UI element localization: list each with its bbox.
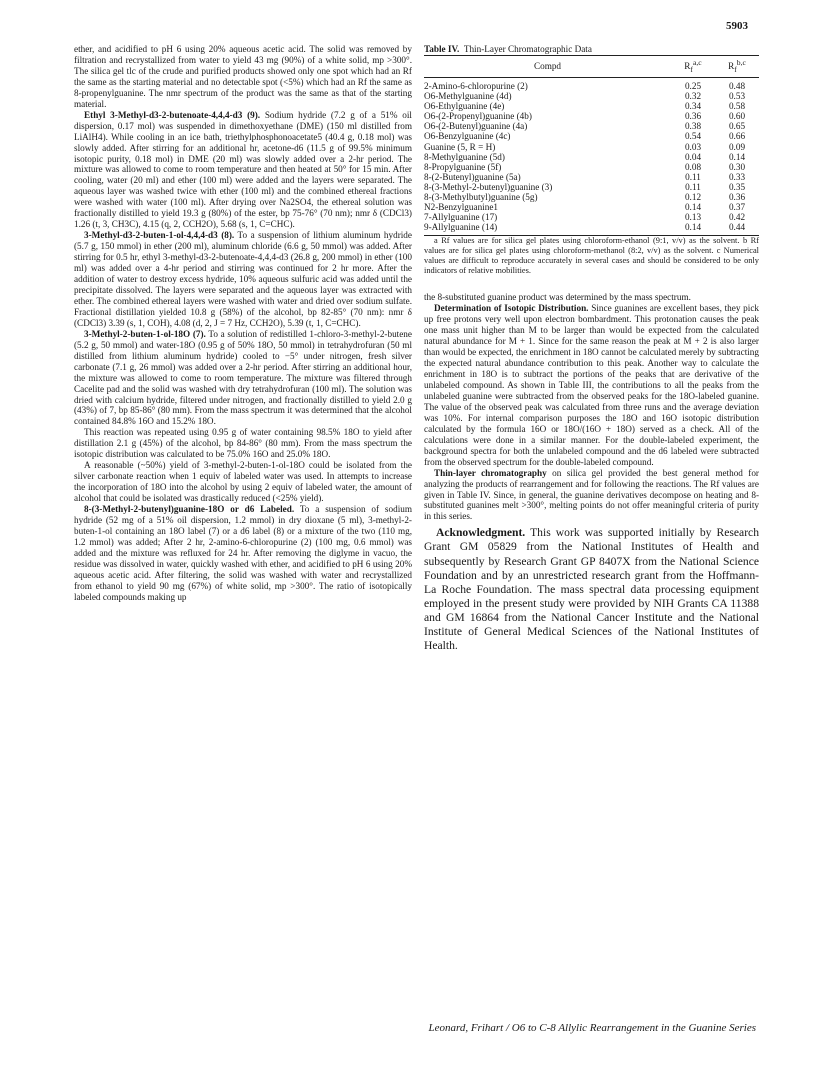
running-footer: Leonard, Frihart / O6 to C-8 Allylic Rearrangement in the Guanine Series (428, 1022, 756, 1034)
rf-a-cell: 0.12 (684, 191, 702, 202)
table-row (424, 142, 759, 152)
paragraph-body: ether, and acidified to pH 6 using 20% aqueous acetic acid. The solid was removed by filtration and recrystallized from water to yield 43 mg (90%) of a white solid, mp >300°. The silica gel tlc of the crude and purified products showed only one spot which had an Rf the same as the starting material and no detectable spot (<5%) which had an Rf the same as 8-propenylguanine. The nmr spectrum of the product was the same as that of the starting material. (74, 44, 412, 109)
right-column (424, 44, 759, 653)
acknowledgment-body: This work was supported initially by Research Grant GM 05829 from the National Institutes of Health and subsequently by Research Grant GP 8407X from the National Science Foundation and by an unrestricted research grant from the Hoffmann-La Roche Foundation. The mass spectral data processing equipment employed in the present study were provided by NIH Grants CA 11388 and GM 16864 from the National Cancer Institute and the National Institute of General Medical Sciences of the National Institutes of Health. (424, 526, 759, 653)
acknowledgment-heading: Acknowledgment. (436, 526, 526, 540)
paragraph-heading: Thin-layer chromatography (434, 467, 547, 478)
table-row (424, 162, 759, 172)
rf-a-cell: 0.11 (685, 181, 701, 192)
rf-b-cell: 0.60 (728, 111, 746, 122)
compound-cell: 8-(3-Methylbutyl)guanine (5g) (424, 191, 538, 202)
rf-b-cell: 0.09 (728, 141, 746, 152)
rf-b-cell: 0.36 (728, 191, 746, 202)
table-row (424, 131, 759, 141)
table-row (424, 222, 759, 236)
rf-a-cell: 0.54 (684, 131, 702, 142)
table-row (424, 101, 759, 111)
table-title-text: Thin-Layer Chromatographic Data (463, 44, 592, 54)
rf-a-cell: 0.03 (684, 141, 702, 152)
rf-b-cell: 0.48 (728, 80, 746, 91)
paragraph-heading: 3-Methyl-2-buten-1-ol-18O (7). (84, 328, 206, 339)
compound-cell: N2-Benzylguanine1 (424, 202, 498, 213)
paragraph-body: on silica gel provided the best general method for analyzing the products of rearrangement and for following the reactions. The Rf values are given in Table IV. Since, in general, the guanine derivatives decompose on heating and 8-substituted guanines melt >300°, melting points do not offer meaningful criteria of purity in this series. (424, 467, 759, 522)
rf-b-cell: 0.53 (728, 91, 746, 102)
compound-cell: Guanine (5, R = H) (424, 141, 496, 152)
rf-b-cell: 0.65 (728, 121, 746, 132)
page-number: 5903 (726, 20, 748, 32)
rf-a-cell: 0.13 (684, 212, 702, 223)
left-paragraph (74, 110, 412, 230)
table-row (424, 77, 759, 91)
paragraph-body: To a suspension of lithium aluminum hydride (5.7 g, 150 mmol) in ether (200 ml), aluminum chloride (6.6 g, 50 mmol) was added. After stirring for 0.5 hr, ethyl 3-methyl-d3-2-butenoate-4,4,4-d3 (26.8 g, 200 mmol) in ether (100 ml) was added over a 4-hr period and stirring was continued for 2 hr more. After the addition of water to destroy excess hydride, 10% aqueous sulfuric acid was added until the precipitate dissolved. The layers were separated and the aqueous layer was extracted with ether. The combined ethereal layers were washed with water and dried over sodium sulfate. Fractional distillation yielded 10.8 g (58%) of the alcohol, bp 82-85° (70 nm): nmr δ (CDCl3) 3.39 (s, 1, COH), 4.08 (d, 2, J = 7 Hz, CCH2O), 5.39 (t, 1, C=CHC). (74, 230, 412, 328)
table-header-row (424, 55, 759, 77)
rf-b-cell: 0.42 (728, 212, 746, 223)
table-row (424, 121, 759, 131)
left-paragraph (74, 460, 412, 504)
compound-cell: 8-Propylguanine (5f) (424, 161, 502, 172)
rf-b-cell: 0.30 (728, 161, 746, 172)
paragraph-heading: Ethyl 3-Methyl-d3-2-butenoate-4,4,4-d3 (9). (84, 109, 261, 120)
compound-cell: O6-(2-Butenyl)guanine (4a) (424, 121, 528, 132)
table-row (424, 172, 759, 182)
table-row (424, 192, 759, 202)
paragraph-body: the 8-substituted guanine product was determined by the mass spectrum. (424, 292, 691, 303)
rf-a-cell: 0.14 (671, 222, 715, 236)
rf-b-cell: 0.14 (728, 151, 746, 162)
column-header-rf-b: $R_f^{b,c}$ (715, 55, 759, 77)
compound-cell: 8-Methylguanine (5d) (424, 151, 505, 162)
rf-a-cell: 0.38 (684, 121, 702, 132)
left-paragraph (74, 44, 412, 110)
left-column (74, 44, 412, 603)
paragraph-body: To a solution of redistilled 1-chloro-3-methyl-2-butene (5.2 g, 50 mmol) and water-18O (0.95 g of 50% 18O, 50 mmol) in tetrahydrofuran (50 ml distilled from lithium aluminum hydride) cooled to −5° under nitrogen, fresh silver carbonate (7.1 g, 26 mmol) was added over a 2-hr period. After stirring an additional hour, the mixture was allowed to come to room temperature. The mixture was filtered through Cacelite pad and the solid was washed with dry tetrahydrofuran (100 ml). The solution was dried with calcium hydride, filtered under nitrogen, and fractionally distilled to yield 2.0 g (43%) of 7, bp 85-86° (80 mm). From the mass spectrum it was determined that the alcohol contained 84.8% 16O and 15.2% 18O. (74, 328, 412, 427)
paragraph-body: Since guanines are excellent bases, they pick up free protons very well upon electron bombardment. This protonation causes the peak one mass unit higher than M to be larger than would be expected from the calculated natural abundance for M + 1. Since for the same reason the peak at M + 2 is also larger than would be expected, the enrichment in 18O cannot be calculated merely by subtracting the expected natural abundance contribution to this peak. Another way to calculate the enrichment in 18O is to subtract the portions of the peaks that are derivative of the unlabeled compound. As shown in Table III, the contributions to all the peaks from the unlabeled guanine were subtracted from the observed peaks for the 18O-labeled guanine. The value of the observed peak was calculated from three runs and the average deviation was 10%. For internal comparison purposes the 18O and 16O isotopic distribution calculated by the formula 16O or 18O/(16O + 18O) served as a check. All of the calculations were done in a similar manner. For the double-labeled experiment, the background spectra for both the unlabeled compound and the d6 labeled were subtracted from the observed spectrum for the double-labeled compound. (424, 303, 759, 467)
rf-b-cell: 0.44 (715, 222, 759, 236)
left-paragraph (74, 230, 412, 329)
table-footnote: a Rf values are for silica gel plates using chloroform-ethanol (9:1, v/v) as the solvent. b Rf values are for silica gel plates using chloroform-methanol (8:2, v/v) as the solvent. c Numerical values are difficult to reproduce accurately in several cases and should be considered to be only indicators of relative mobilities. (424, 236, 759, 276)
compound-cell: O6-Methylguanine (4d) (424, 91, 512, 102)
paragraph-heading: 8-(3-Methyl-2-butenyl)guanine-18O or d6 Labeled. (84, 504, 295, 515)
compound-cell: O6-Benzylguanine (4c) (424, 131, 511, 142)
rf-b-cell: 0.66 (728, 131, 746, 142)
rf-b-cell: 0.58 (728, 101, 746, 112)
table-title (424, 44, 759, 55)
table-row (424, 91, 759, 101)
compound-cell: O6-Ethylguanine (4e) (424, 101, 505, 112)
right-column-text (424, 292, 759, 522)
right-paragraph (424, 303, 759, 467)
rf-a-cell: 0.36 (684, 111, 702, 122)
rf-a-cell: 0.08 (684, 161, 702, 172)
compound-cell: 2-Amino-6-chloropurine (2) (424, 80, 528, 91)
compound-cell: 8-(3-Methyl-2-butenyl)guanine (3) (424, 181, 553, 192)
column-header-compd: Compd (424, 55, 671, 77)
rf-a-cell: 0.32 (684, 91, 702, 102)
rf-b-cell: 0.33 (728, 171, 746, 182)
paragraph-body: This reaction was repeated using 0.95 g of water containing 98.5% 18O to yield after distillation 2.1 g (45%) of the alcohol, bp 84-86° (80 mm). From the mass spectrum the isotopic distribution was calculated to be 75.0% 16O and 25.0% 18O. (74, 427, 412, 460)
column-header-rf-a: $R_f^{a,c}$ (671, 55, 715, 77)
left-paragraph (74, 329, 412, 428)
table-row (424, 111, 759, 121)
right-paragraph (424, 468, 759, 523)
compound-cell: 9-Allylguanine (14) (424, 222, 671, 236)
paragraph-heading: Determination of Isotopic Distribution. (434, 303, 589, 314)
rf-a-cell: 0.04 (684, 151, 702, 162)
rf-a-cell: 0.25 (684, 80, 702, 91)
compound-cell: 8-(2-Butenyl)guanine (5a) (424, 171, 521, 182)
left-paragraph (74, 504, 412, 603)
paragraph-body: A reasonable (~50%) yield of 3-methyl-2-buten-1-ol-18O could be isolated from the silver carbonate reaction when 1 equiv of labeled water was used. In attempts to increase the incorporation of 18O into the alcohol by using 2 equiv of labeled water, the amount of alcohol that could be isolated was drastically reduced (<25% yield). (74, 460, 412, 504)
left-paragraph (74, 427, 412, 460)
compound-cell: O6-(2-Propenyl)guanine (4b) (424, 111, 532, 122)
rf-a-cell: 0.34 (684, 101, 702, 112)
table-row (424, 152, 759, 162)
paragraph-body: Sodium hydride (7.2 g of a 51% oil dispersion, 0.17 mol) was suspended in dimethoxyethane (DME) (150 ml distilled from LiAlH4). While cooling in an ice bath, triethylphosphonoacetate5 (40.4 g, 0.18 mol) was slowly added. After stirring for an additional hr, acetone-d6 (11.5 g of 99.5% minimum isotopic purity, 0.18 mol) in DME (20 ml) was slowly added over a 2-hr period. The mixture was allowed to come to room temperature and then heated at 50° for 15 min. After cooling, water (20 ml) and ether (100 ml) were added and the layers were separated. The aqueous layer was washed twice with ether (100 ml) and the combined ethereal fractions were washed with water (100 ml). After drying over Na2SO4, the ethereal solution was fractionally distilled to yield 19.3 g (80%) of the ester, bp 75-76° (70 nm); nmr δ (CDCl3) 1.26 (t, 3, CH3C), 4.15 (q, 2, CCH2O), 5.68 (s, 1, C=CHC). (74, 109, 412, 230)
paragraph-heading: 3-Methyl-d3-2-buten-1-ol-4,4,4-d3 (8). (84, 230, 235, 241)
acknowledgment (424, 526, 759, 653)
rf-a-cell: 0.11 (685, 171, 701, 182)
table-row (424, 182, 759, 192)
rf-b-cell: 0.35 (728, 181, 746, 192)
rf-b-cell: 0.37 (728, 202, 746, 213)
compound-cell: 7-Allylguanine (17) (424, 212, 498, 223)
table-row (424, 202, 759, 212)
table-label: Table IV. (424, 44, 460, 54)
tlc-data-table (424, 55, 759, 236)
rf-a-cell: 0.14 (684, 202, 702, 213)
paragraph-body: To a suspension of sodium hydride (52 mg of a 51% oil dispersion, 1.2 mmol) in dry dioxane (5 ml), 3-methyl-2-buten-1-ol containing an 18O label (7) or a d6 label (8) or a mixture of the two (110 mg, 1.2 mmol) was added; After 2 hr, 2-amino-6-chloropurine (2) (100 mg, 0.6 mmol) was added and the mixture was refluxed for 24 hr. After removing the diglyme in vacuo, the residue was dissolved in water, quickly washed with ether, and acidified to pH 6 using 20% aqueous acetic acid. After filtering, the solid was washed with water and recrystallized from ethanol to yield 90 mg (67%) of white solid, mp >300°. The ratio of isotopically labeled compounds making up (74, 504, 412, 602)
table-row (424, 212, 759, 222)
right-paragraph (424, 292, 759, 303)
